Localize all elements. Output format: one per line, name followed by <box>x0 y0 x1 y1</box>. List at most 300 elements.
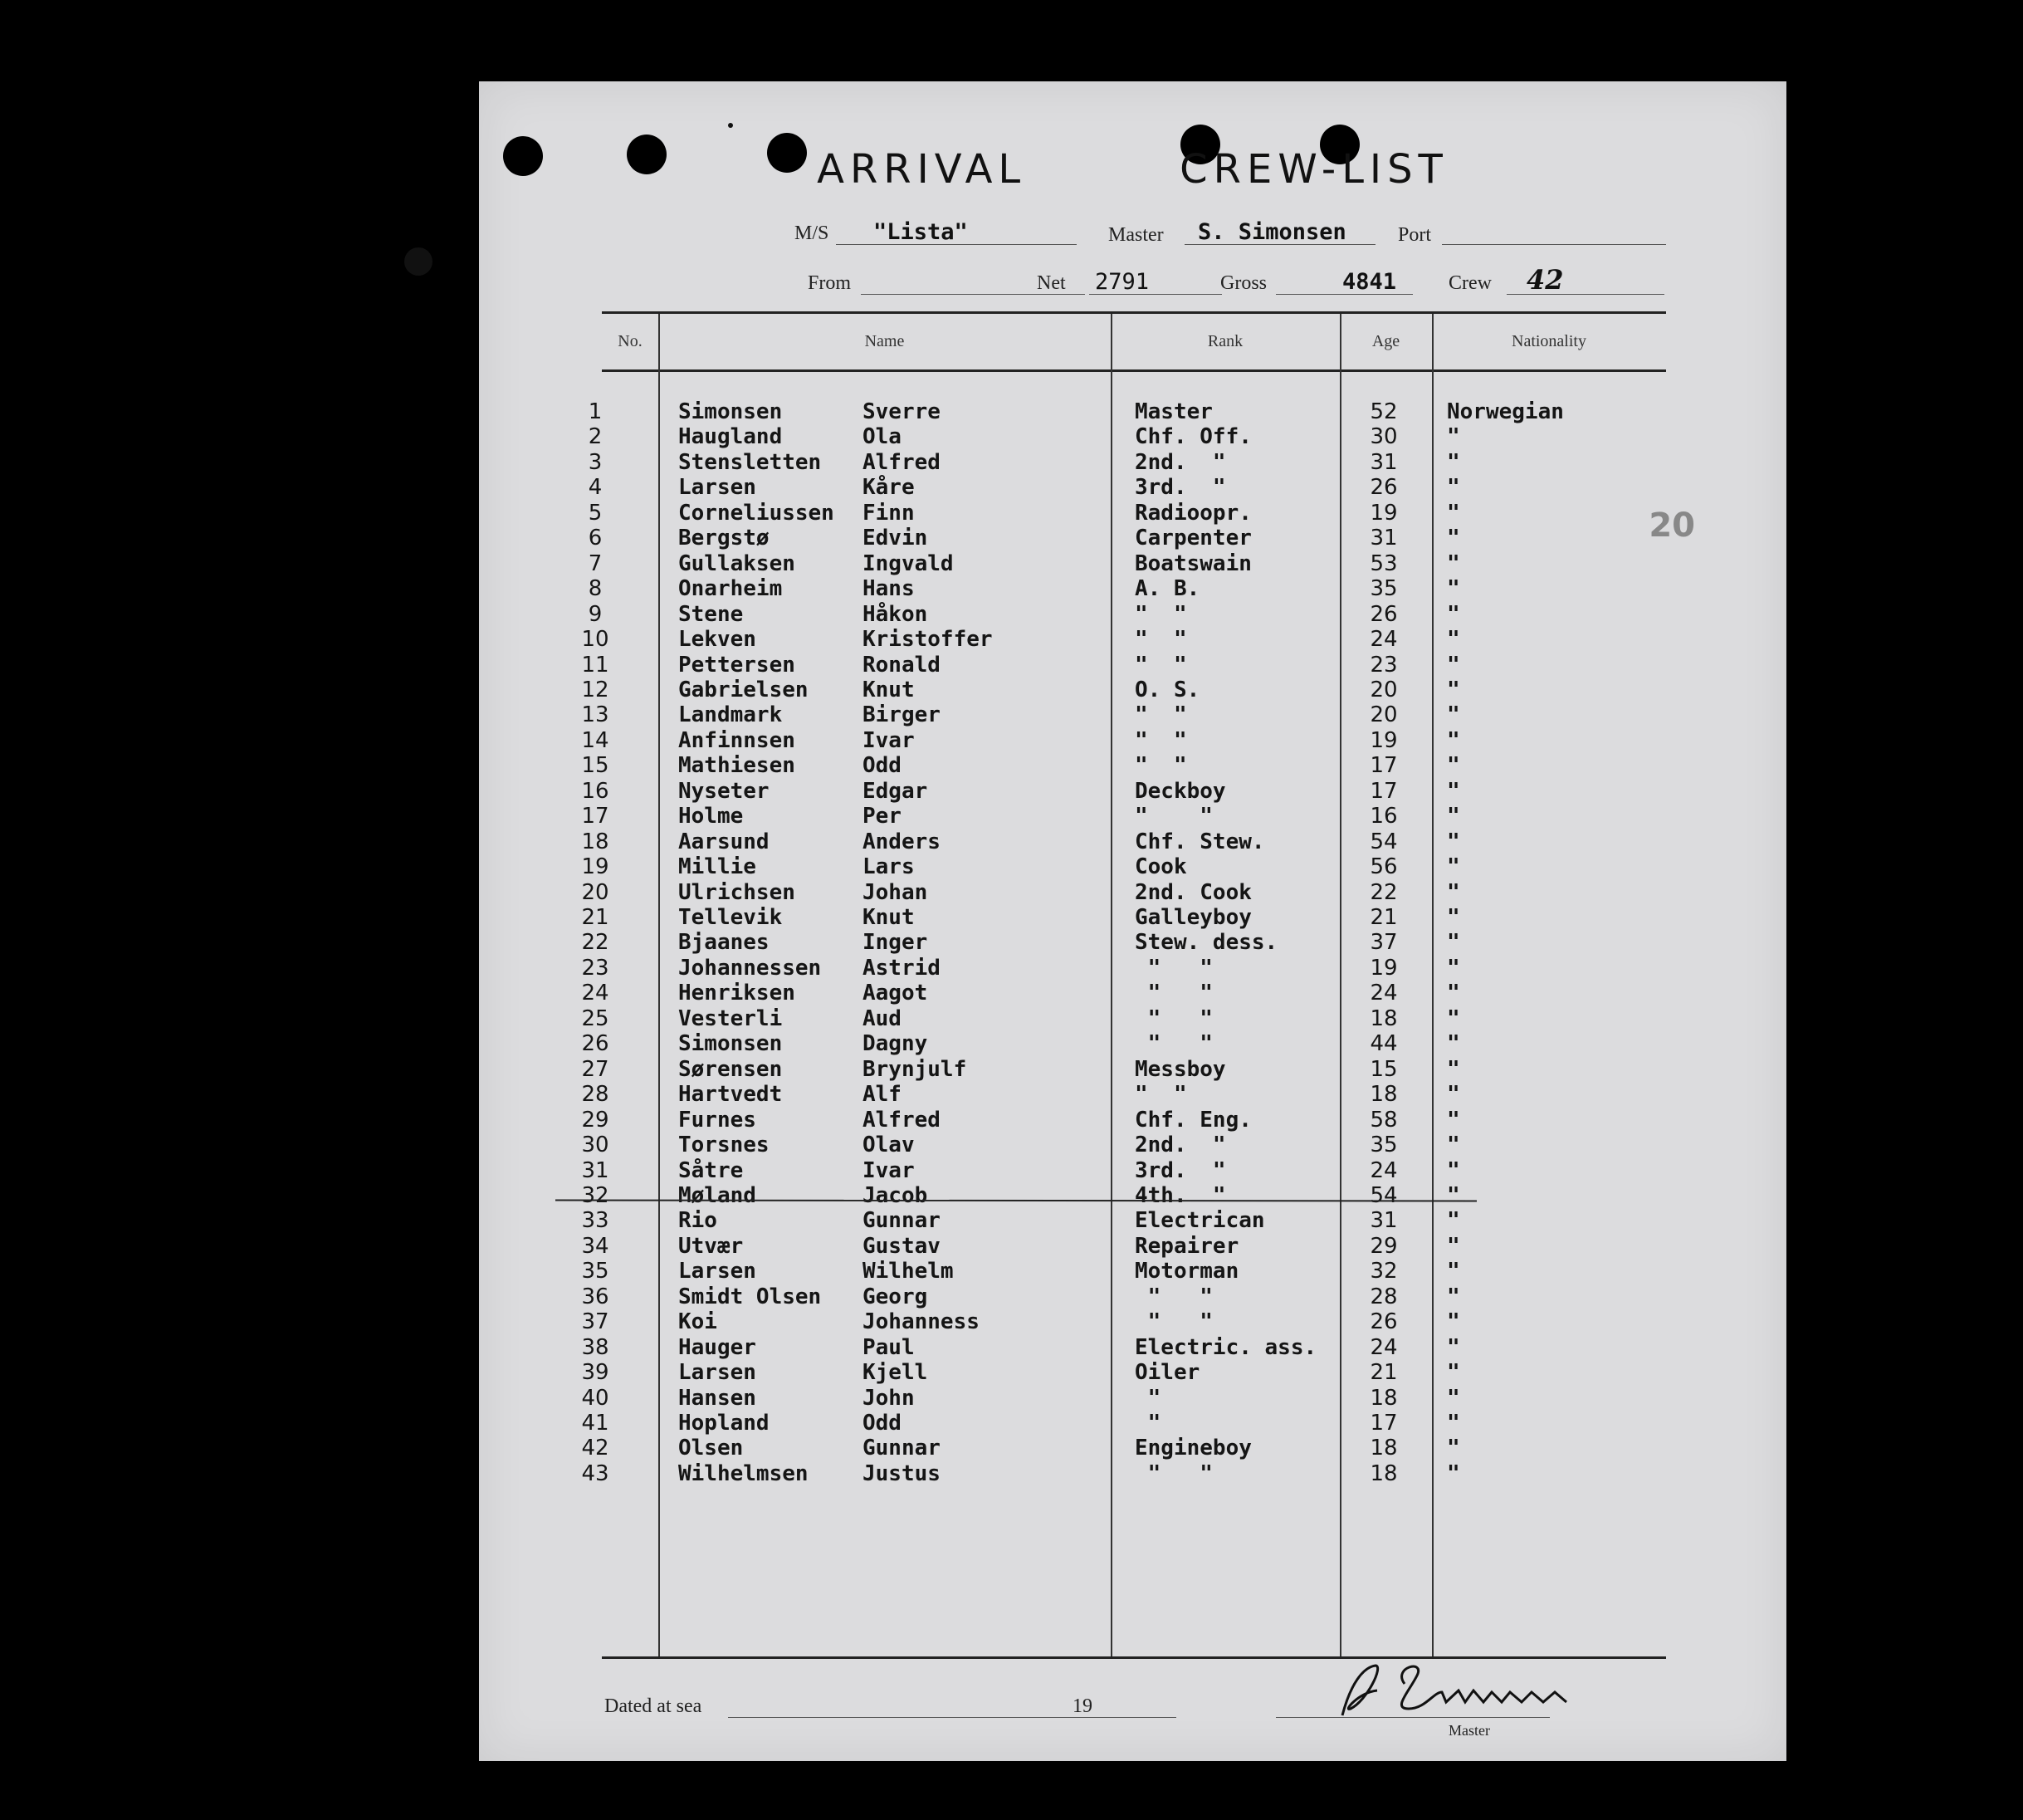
cell-age: 19 <box>1370 955 1398 981</box>
cell-rank: Master <box>1135 399 1213 424</box>
cell-row-number: 4 <box>588 475 603 501</box>
cell-first-name: Alf <box>862 1082 902 1108</box>
cell-age: 18 <box>1370 1460 1398 1486</box>
cell-row-number: 12 <box>581 677 609 702</box>
cell-row-number: 21 <box>581 905 609 930</box>
cell-rank: 3rd. " <box>1135 475 1226 501</box>
cell-nationality: " <box>1447 601 1460 627</box>
cell-nationality: " <box>1447 1208 1460 1234</box>
cell-row-number: 10 <box>581 627 609 653</box>
gross-label: Gross <box>1220 272 1268 294</box>
crew-row <box>479 1309 1786 1334</box>
crew-row <box>479 1183 1786 1208</box>
cell-rank: " <box>1135 1385 1161 1411</box>
cell-first-name: Hans <box>862 576 915 602</box>
col-header-age: Age <box>1371 332 1400 350</box>
cell-age: 16 <box>1370 804 1398 829</box>
cell-first-name: Kristoffer <box>862 627 993 653</box>
cell-surname: Møland <box>678 1182 756 1208</box>
cell-rank: O. S. <box>1135 677 1200 702</box>
col-header-rank: Rank <box>1207 332 1244 350</box>
cell-nationality: " <box>1447 1031 1460 1057</box>
cell-nationality: " <box>1447 1259 1460 1284</box>
cell-surname: Wilhelmsen <box>678 1460 809 1486</box>
cell-rank: " " <box>1135 601 1187 627</box>
cell-first-name: Lars <box>862 854 915 880</box>
cell-surname: Furnes <box>678 1107 756 1133</box>
cell-rank: Motorman <box>1135 1259 1239 1284</box>
cell-nationality: " <box>1447 1082 1460 1108</box>
cell-surname: Rio <box>678 1208 717 1234</box>
crew-row <box>479 1234 1786 1259</box>
cell-rank: " " <box>1135 1284 1213 1309</box>
cell-age: 24 <box>1370 981 1398 1006</box>
cell-first-name: Knut <box>862 905 915 930</box>
crew-value: 42 <box>1527 264 1564 296</box>
cell-surname: Koi <box>678 1309 717 1335</box>
crew-row <box>479 1133 1786 1157</box>
cell-first-name: Gunnar <box>862 1208 941 1234</box>
margin-note: 20 <box>1649 506 1695 545</box>
cell-row-number: 6 <box>588 526 603 551</box>
cell-age: 21 <box>1370 1360 1398 1386</box>
cell-surname: Hartvedt <box>678 1082 783 1108</box>
crew-row <box>479 854 1786 879</box>
crew-label: Crew <box>1449 272 1492 294</box>
cell-rank: A. B. <box>1135 576 1200 602</box>
cell-rank: Oiler <box>1135 1360 1200 1386</box>
cell-row-number: 25 <box>581 1005 609 1031</box>
cell-surname: Nyseter <box>678 778 770 804</box>
table-top-rule <box>602 311 1666 314</box>
cell-surname: Larsen <box>678 1360 756 1386</box>
cell-row-number: 27 <box>581 1056 609 1082</box>
cell-row-number: 1 <box>588 399 603 424</box>
gross-line <box>1276 294 1413 295</box>
cell-age: 54 <box>1370 1182 1398 1208</box>
cell-nationality: " <box>1447 1360 1460 1386</box>
cell-nationality: " <box>1447 1460 1460 1486</box>
master-signature <box>1326 1651 1591 1725</box>
cell-surname: Simonsen <box>678 399 783 424</box>
cell-nationality: " <box>1447 955 1460 981</box>
cell-first-name: Johan <box>862 879 928 905</box>
cell-age: 24 <box>1370 1157 1398 1183</box>
cell-row-number: 16 <box>581 778 609 804</box>
cell-surname: Johannessen <box>678 955 822 981</box>
cell-row-number: 20 <box>581 879 609 905</box>
cell-row-number: 32 <box>581 1182 609 1208</box>
cell-rank: " " <box>1135 702 1187 728</box>
cell-rank: " " <box>1135 1082 1187 1108</box>
cell-rank: Boatswain <box>1135 550 1252 576</box>
cell-age: 18 <box>1370 1082 1398 1108</box>
crew-row <box>479 475 1786 500</box>
cell-surname: Stensletten <box>678 449 822 475</box>
cell-row-number: 15 <box>581 753 609 779</box>
cell-rank: 2nd. Cook <box>1135 879 1252 905</box>
cell-nationality: " <box>1447 424 1460 450</box>
cell-age: 31 <box>1370 449 1398 475</box>
cell-nationality: " <box>1447 854 1460 880</box>
cell-surname: Torsnes <box>678 1133 770 1158</box>
document-title: ARRIVAL CREW-LIST <box>817 146 1449 193</box>
master-line <box>1185 244 1376 245</box>
net-line <box>1089 294 1222 295</box>
cell-rank: " " <box>1135 1031 1213 1057</box>
cell-surname: Landmark <box>678 702 783 728</box>
cell-rank: Engineboy <box>1135 1436 1252 1461</box>
cell-age: 54 <box>1370 829 1398 854</box>
cell-first-name: Georg <box>862 1284 928 1309</box>
cell-rank: " " <box>1135 727 1187 753</box>
cell-first-name: Finn <box>862 500 915 526</box>
crew-row <box>479 728 1786 753</box>
port-line <box>1442 244 1666 245</box>
cell-row-number: 31 <box>581 1157 609 1183</box>
cell-age: 19 <box>1370 500 1398 526</box>
cell-surname: Millie <box>678 854 756 880</box>
cell-surname: Ulrichsen <box>678 879 795 905</box>
cell-first-name: Odd <box>862 753 902 779</box>
cell-surname: Olsen <box>678 1436 744 1461</box>
cell-age: 35 <box>1370 576 1398 602</box>
crew-row <box>479 1082 1786 1107</box>
cell-surname: Stene <box>678 601 744 627</box>
cell-rank: 2nd. " <box>1135 449 1226 475</box>
cell-nationality: " <box>1447 627 1460 653</box>
cell-first-name: Justus <box>862 1460 941 1486</box>
crew-row <box>479 424 1786 449</box>
cell-first-name: Alfred <box>862 449 941 475</box>
cell-surname: Mathiesen <box>678 753 795 779</box>
cell-nationality: " <box>1447 1436 1460 1461</box>
crew-row <box>479 526 1786 550</box>
cell-rank: Chf. Eng. <box>1135 1107 1252 1133</box>
cell-first-name: Dagny <box>862 1031 928 1057</box>
cell-age: 20 <box>1370 702 1398 728</box>
cell-surname: Pettersen <box>678 652 795 678</box>
crew-row <box>479 702 1786 727</box>
crew-row <box>479 1284 1786 1309</box>
cell-first-name: Anders <box>862 829 941 854</box>
cell-nationality: " <box>1447 1284 1460 1309</box>
cell-surname: Aarsund <box>678 829 770 854</box>
cell-rank: Stew. dess. <box>1135 930 1278 956</box>
cell-surname: Tellevik <box>678 905 783 930</box>
cell-rank: " " <box>1135 1309 1213 1335</box>
cell-nationality: " <box>1447 652 1460 678</box>
cell-first-name: Per <box>862 804 902 829</box>
crew-row <box>479 1436 1786 1460</box>
cell-surname: Onarheim <box>678 576 783 602</box>
cell-nationality: " <box>1447 930 1460 956</box>
cell-nationality: " <box>1447 905 1460 930</box>
crew-row <box>479 981 1786 1005</box>
cell-row-number: 43 <box>581 1460 609 1486</box>
cell-rank: " " <box>1135 1460 1213 1486</box>
cell-surname: Hauger <box>678 1334 756 1360</box>
cell-surname: Hansen <box>678 1385 756 1411</box>
cell-first-name: Paul <box>862 1334 915 1360</box>
ink-speck <box>728 123 733 128</box>
crew-row <box>479 399 1786 424</box>
cell-nationality: " <box>1447 727 1460 753</box>
cell-age: 31 <box>1370 526 1398 551</box>
cell-nationality: " <box>1447 526 1460 551</box>
cell-surname: Corneliussen <box>678 500 834 526</box>
cell-surname: Hopland <box>678 1411 770 1436</box>
crew-row <box>479 1461 1786 1486</box>
cell-nationality: " <box>1447 804 1460 829</box>
cell-row-number: 39 <box>581 1360 609 1386</box>
cell-surname: Lekven <box>678 627 756 653</box>
cell-nationality: " <box>1447 1411 1460 1436</box>
crew-row <box>479 627 1786 652</box>
col-header-name: Name <box>864 332 905 350</box>
ship-name: "Lista" <box>873 219 968 245</box>
cell-nationality: " <box>1447 550 1460 576</box>
cell-row-number: 18 <box>581 829 609 854</box>
cell-row-number: 7 <box>588 550 603 576</box>
cell-row-number: 13 <box>581 702 609 728</box>
cell-age: 22 <box>1370 879 1398 905</box>
master-name: S. Simonsen <box>1198 219 1346 245</box>
cell-rank: " " <box>1135 627 1187 653</box>
cell-nationality: " <box>1447 702 1460 728</box>
cell-nationality: Norwegian <box>1447 399 1564 424</box>
cell-nationality: " <box>1447 1182 1460 1208</box>
cell-age: 28 <box>1370 1284 1398 1309</box>
cell-row-number: 41 <box>581 1411 609 1436</box>
cell-first-name: Ivar <box>862 727 915 753</box>
cell-rank: Carpenter <box>1135 526 1252 551</box>
crew-row <box>479 1360 1786 1385</box>
cell-rank: Deckboy <box>1135 778 1226 804</box>
cell-first-name: Aud <box>862 1005 902 1031</box>
cell-first-name: Gunnar <box>862 1436 941 1461</box>
crew-row <box>479 1158 1786 1183</box>
cell-nationality: " <box>1447 677 1460 702</box>
col-header-no: No. <box>618 332 643 350</box>
cell-rank: Electrican <box>1135 1208 1265 1234</box>
cell-first-name: Astrid <box>862 955 941 981</box>
cell-row-number: 24 <box>581 981 609 1006</box>
cell-age: 17 <box>1370 778 1398 804</box>
cell-nationality: " <box>1447 1385 1460 1411</box>
cell-rank: Chf. Stew. <box>1135 829 1265 854</box>
cell-age: 26 <box>1370 475 1398 501</box>
cell-row-number: 35 <box>581 1259 609 1284</box>
dated-label: Dated at sea <box>604 1695 702 1717</box>
cell-age: 53 <box>1370 550 1398 576</box>
cell-surname: Larsen <box>678 475 756 501</box>
ship-name-line <box>836 244 1077 245</box>
title-rest: CREW-LIST <box>1180 146 1449 193</box>
cell-age: 31 <box>1370 1208 1398 1234</box>
cell-row-number: 23 <box>581 955 609 981</box>
cell-rank: " " <box>1135 652 1187 678</box>
cell-surname: Bjaanes <box>678 930 770 956</box>
cell-first-name: Wilhelm <box>862 1259 954 1284</box>
cell-surname: Bergstø <box>678 526 770 551</box>
cell-nationality: " <box>1447 1107 1460 1133</box>
ms-label: M/S <box>794 223 829 244</box>
cell-surname: Henriksen <box>678 981 795 1006</box>
crew-row <box>479 1108 1786 1133</box>
cell-first-name: John <box>862 1385 915 1411</box>
cell-rank: Repairer <box>1135 1233 1239 1259</box>
cell-first-name: Håkon <box>862 601 928 627</box>
cell-row-number: 40 <box>581 1385 609 1411</box>
crew-row <box>479 804 1786 829</box>
cell-surname: Anfinnsen <box>678 727 795 753</box>
table-header-rule <box>602 369 1666 372</box>
cell-age: 52 <box>1370 399 1398 424</box>
cell-nationality: " <box>1447 829 1460 854</box>
cell-first-name: Sverre <box>862 399 941 424</box>
crew-row <box>479 501 1786 526</box>
cell-rank: Cook <box>1135 854 1187 880</box>
cell-age: 18 <box>1370 1436 1398 1461</box>
cell-age: 58 <box>1370 1107 1398 1133</box>
cell-row-number: 37 <box>581 1309 609 1335</box>
cell-row-number: 11 <box>581 652 609 678</box>
cell-rank: Radioopr. <box>1135 500 1252 526</box>
net-label: Net <box>1037 272 1066 294</box>
cell-first-name: Ronald <box>862 652 941 678</box>
cell-first-name: Olav <box>862 1133 915 1158</box>
cell-nationality: " <box>1447 576 1460 602</box>
cell-first-name: Ivar <box>862 1157 915 1183</box>
cell-row-number: 5 <box>588 500 603 526</box>
cell-nationality: " <box>1447 1056 1460 1082</box>
crew-row <box>479 602 1786 627</box>
cell-age: 17 <box>1370 1411 1398 1436</box>
crew-row <box>479 1031 1786 1056</box>
cell-first-name: Odd <box>862 1411 902 1436</box>
crew-row <box>479 1411 1786 1436</box>
cell-age: 30 <box>1370 424 1398 450</box>
cell-age: 18 <box>1370 1385 1398 1411</box>
crew-row <box>479 678 1786 702</box>
cell-age: 32 <box>1370 1259 1398 1284</box>
cell-row-number: 30 <box>581 1133 609 1158</box>
cell-age: 26 <box>1370 1309 1398 1335</box>
cell-nationality: " <box>1447 1133 1460 1158</box>
cell-first-name: Jacob <box>862 1182 928 1208</box>
cell-first-name: Knut <box>862 677 915 702</box>
cell-surname: Haugland <box>678 424 783 450</box>
crew-row <box>479 829 1786 854</box>
cell-first-name: Kjell <box>862 1360 928 1386</box>
cell-row-number: 19 <box>581 854 609 880</box>
crew-row <box>479 1259 1786 1284</box>
master-caption: Master <box>1449 1722 1490 1739</box>
cell-age: 21 <box>1370 905 1398 930</box>
cell-row-number: 26 <box>581 1031 609 1057</box>
cell-row-number: 3 <box>588 449 603 475</box>
crew-row <box>479 1057 1786 1082</box>
crew-line <box>1507 294 1664 295</box>
cell-age: 18 <box>1370 1005 1398 1031</box>
cell-rank: Chf. Off. <box>1135 424 1252 450</box>
dated-line <box>728 1717 1176 1718</box>
cell-rank: 4th. " <box>1135 1182 1226 1208</box>
cell-rank: " " <box>1135 753 1187 779</box>
cell-first-name: Ola <box>862 424 902 450</box>
cell-first-name: Gustav <box>862 1233 941 1259</box>
cell-row-number: 38 <box>581 1334 609 1360</box>
cell-age: 19 <box>1370 727 1398 753</box>
cell-row-number: 28 <box>581 1082 609 1108</box>
cell-row-number: 14 <box>581 727 609 753</box>
cell-row-number: 9 <box>588 601 603 627</box>
cell-first-name: Alfred <box>862 1107 941 1133</box>
cell-row-number: 2 <box>588 424 603 450</box>
cell-row-number: 33 <box>581 1208 609 1234</box>
from-label: From <box>808 272 852 294</box>
cell-nationality: " <box>1447 1233 1460 1259</box>
crew-row <box>479 551 1786 576</box>
cell-first-name: Johanness <box>862 1309 980 1335</box>
cell-surname: Smidt Olsen <box>678 1284 822 1309</box>
cell-rank: " " <box>1135 1005 1213 1031</box>
crew-list-document <box>479 81 1786 1761</box>
cell-surname: Gabrielsen <box>678 677 809 702</box>
cell-rank: Electric. ass. <box>1135 1334 1317 1360</box>
crew-row <box>479 905 1786 930</box>
cell-surname: Larsen <box>678 1259 756 1284</box>
cell-row-number: 36 <box>581 1284 609 1309</box>
port-label: Port <box>1398 224 1432 246</box>
crew-row <box>479 1335 1786 1360</box>
crew-row <box>479 753 1786 778</box>
cell-nationality: " <box>1447 753 1460 779</box>
cell-age: 56 <box>1370 854 1398 880</box>
cell-nationality: " <box>1447 475 1460 501</box>
cell-nationality: " <box>1447 500 1460 526</box>
cell-nationality: " <box>1447 1157 1460 1183</box>
cell-first-name: Edvin <box>862 526 928 551</box>
cell-row-number: 42 <box>581 1436 609 1461</box>
cell-row-number: 34 <box>581 1233 609 1259</box>
cell-rank: Messboy <box>1135 1056 1226 1082</box>
cell-rank: Galleyboy <box>1135 905 1252 930</box>
cell-row-number: 22 <box>581 930 609 956</box>
cell-rank: 2nd. " <box>1135 1133 1226 1158</box>
master-label: Master <box>1108 224 1164 246</box>
cell-surname: Sørensen <box>678 1056 783 1082</box>
cell-age: 26 <box>1370 601 1398 627</box>
cell-nationality: " <box>1447 449 1460 475</box>
crew-row <box>479 956 1786 981</box>
gross-value: 4841 <box>1342 269 1397 295</box>
cell-age: 17 <box>1370 753 1398 779</box>
cell-rank: " <box>1135 1411 1161 1436</box>
year-prefix: 19 <box>1073 1695 1092 1717</box>
cell-rank: " " <box>1135 804 1213 829</box>
cell-nationality: " <box>1447 879 1460 905</box>
cell-age: 37 <box>1370 930 1398 956</box>
cell-surname: Utvær <box>678 1233 744 1259</box>
cell-first-name: Inger <box>862 930 928 956</box>
crew-row <box>479 653 1786 678</box>
cell-age: 44 <box>1370 1031 1398 1057</box>
cell-rank: " " <box>1135 955 1213 981</box>
cell-nationality: " <box>1447 1005 1460 1031</box>
crew-row <box>479 1386 1786 1411</box>
